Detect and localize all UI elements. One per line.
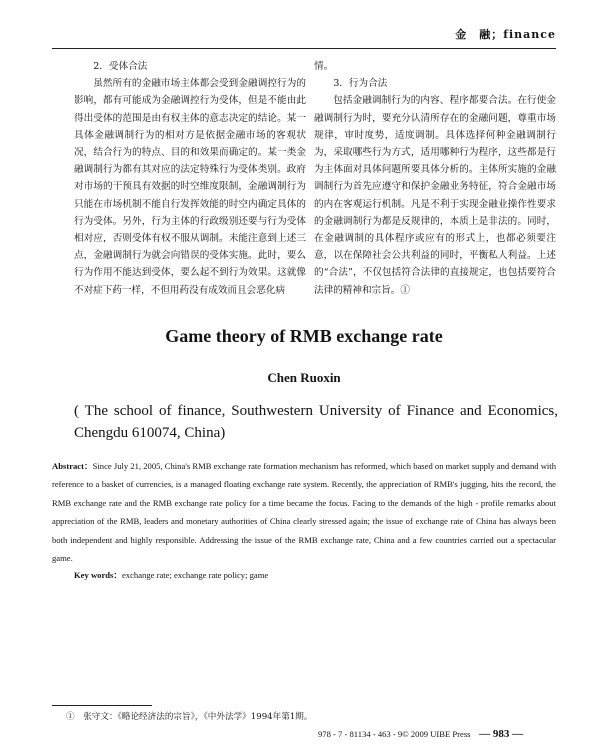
abstract-label: Abstract： [52,461,93,471]
section2-heading: 2．受体合法 [93,61,148,72]
right-column [314,58,556,299]
affiliation: ( The school of finance, Southwestern University of Finance and Economics, Chengdu 610074, China) [74,403,558,441]
author-name: Chen Ruoxin [267,370,341,385]
header-rule [52,48,556,49]
footnote-rule [52,705,152,706]
paragraph-continuation: 情。 [314,61,334,72]
left-column [74,58,306,299]
section2-paragraph: 虽然所有的金融市场主体都会受到金融调控行为的影响，都有可能成为金融调控行为受体，但是不能由此得出受体的范围是由有权主体的意志决定的结论。某一具体金融调制行为的相对方是依据金融市场的客观状况，结合行为的特点、目的和效果而确定的。某一类金融调制行为都有其对应的法定特殊行为受体类别。政府对市场的干预具有效据的时空维度限制，金融调制行为只能在市场机制不能自行发挥效能的时空内确定具体的行为受体。另外，行为主体的行政级别还要与行为受体相对应，否则受体有权不服从调制。未能注意到上述三点，金融调制行为就会向错误的受体实施。此时，要么行为作用不能达到受体，要么起不到行为效果。这就像不对症下药一样，不但用药没有成效而且会恶化病 [74,78,306,296]
section3-heading: 3．行为合法 [333,78,388,90]
running-head: 金 融；finance [455,28,556,41]
paper-title: Game theory of RMB exchange rate [165,326,443,346]
keywords-label: Key words： [74,570,122,580]
abstract-text: Since July 21, 2005, China's RMB exchange rate formation mechanism has reformed, which based on market supply and demand with reference to a basket of currencies, is a managed floating exchange rate system. Recently, the appreciation of RMB's jugging, hits the record, the RMB exchange rate and the RMB exchange rate policy for a time became the focus. Facing to the demands of the high - profile remarks about appreciation of the RMB, leaders and monetary authorities of China clearly stressed again; the issue of exchange rate of China has always been both independent and highly responsible. Addressing the issue of the RMB exchange rate, China and a few countries carried out a spectacular game. [52,461,556,564]
footnote: ① 张守文：《略论经济法的宗旨》，《中外法学》1994年第1期。 [66,712,313,722]
keywords [74,569,558,581]
page-number: — 983 — [479,728,524,740]
footer-isbn: 978 - 7 - 81134 - 463 - 9© 2009 UIBE Press [318,729,471,739]
page-footer [318,728,560,740]
section3-paragraph: 包括金融调制行为的内容、程序都要合法。在行使金融调制行为时，要充分认清所存在的金融问题，尊重市场规律，审时度势，适度调制。具体选择何种金融调制行为，采取哪些行为方式，适用哪种行为程序，这些都是行为主体面对具体问题所要具体分析的。主体所实施的金融调制行为首先应遵守和保护金融业务特征，符合金融市场的内在客观运行机制。凡是不利于实现金融业操作性要求的金融调制行为都是反规律的，本质上是非法的。同时，在金融调制的具体程序或应有的形式上，也都必须要注意，以在保障社会公共利益的同时，平衡私人利益。上述的“合法”，不仅包括符合法律的直接规定，也包括要符合法律的精神和宗旨。① [314,95,556,296]
keywords-text: exchange rate; exchange rate policy; game [121,570,269,580]
abstract [52,457,556,567]
